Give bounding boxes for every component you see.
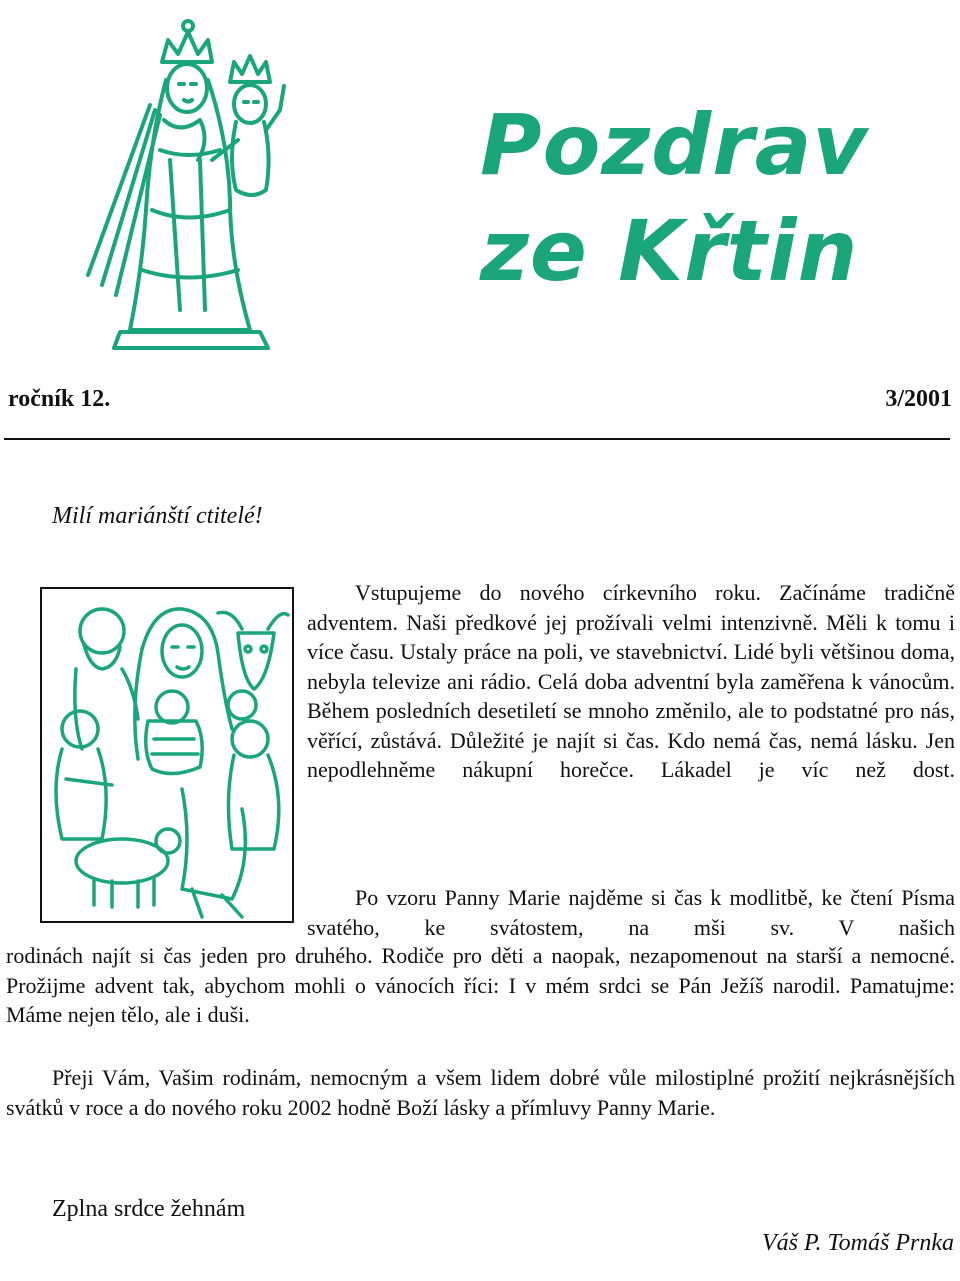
masthead-line-2: ze Křtin [480, 202, 859, 300]
signature: Váš P. Tomáš Prnka [761, 1230, 954, 1256]
madonna-with-child-icon [80, 10, 290, 350]
paragraph-3: Přeji Vám, Vašim rodinám, nemocným a všem lidem dobré vůle milostiplné prožití nejkrásnějších svátků v roce a do nového roku 2002 hodně Boží lásky a přímluvy Panny Marie. [6, 1065, 955, 1120]
closing-line: Zplna srdce žehnám [52, 1196, 246, 1222]
masthead-title [480, 92, 900, 304]
header-divider [4, 438, 950, 440]
paragraph-2-start: Po vzoru Panny Marie najděme si čas k modlitbě, ke čtení Písma svatého, ke svátostem, na mši sv. V našich [307, 885, 955, 940]
issue-number: 3/2001 [885, 386, 952, 412]
nativity-scene-icon [40, 587, 294, 923]
masthead-line-1: Pozdrav [480, 96, 869, 194]
paragraph-2-end: rodinách najít si čas jeden pro druhého. Rodiče pro děti a naopak, nezapomenout na starší a nemocné. Prožijme advent tak, abychom mohli o vánocích říci: I v mém srdci se Pán Ježíš narodil. Pamatujme: Máme nejen tělo, ale i duši. [6, 943, 955, 1027]
paragraph-1: Vstupujeme do nového církevního roku. Začínáme tradičně adventem. Naši předkové jej prožívali velmi intenzivně. Měli k tomu i více času. Ustaly práce na poli, ve stavebnictví. Lidé byli většinou doma, nebyla televize ani rádio. Celá doba adventní byla zaměřena k vánocům. Během posledních desetiletí se mnoho změnilo, ale to podstatné pro nás, věřící, zůstává. Důležité je najít si čas. Kdo nemá čas, nemá lásku. Jen nepodlehněme nákupní horečce. Lákadel je víc než dost. [307, 580, 955, 782]
salutation: Milí mariánští ctitelé! [52, 503, 263, 529]
volume-label: ročník 12. [8, 386, 111, 412]
